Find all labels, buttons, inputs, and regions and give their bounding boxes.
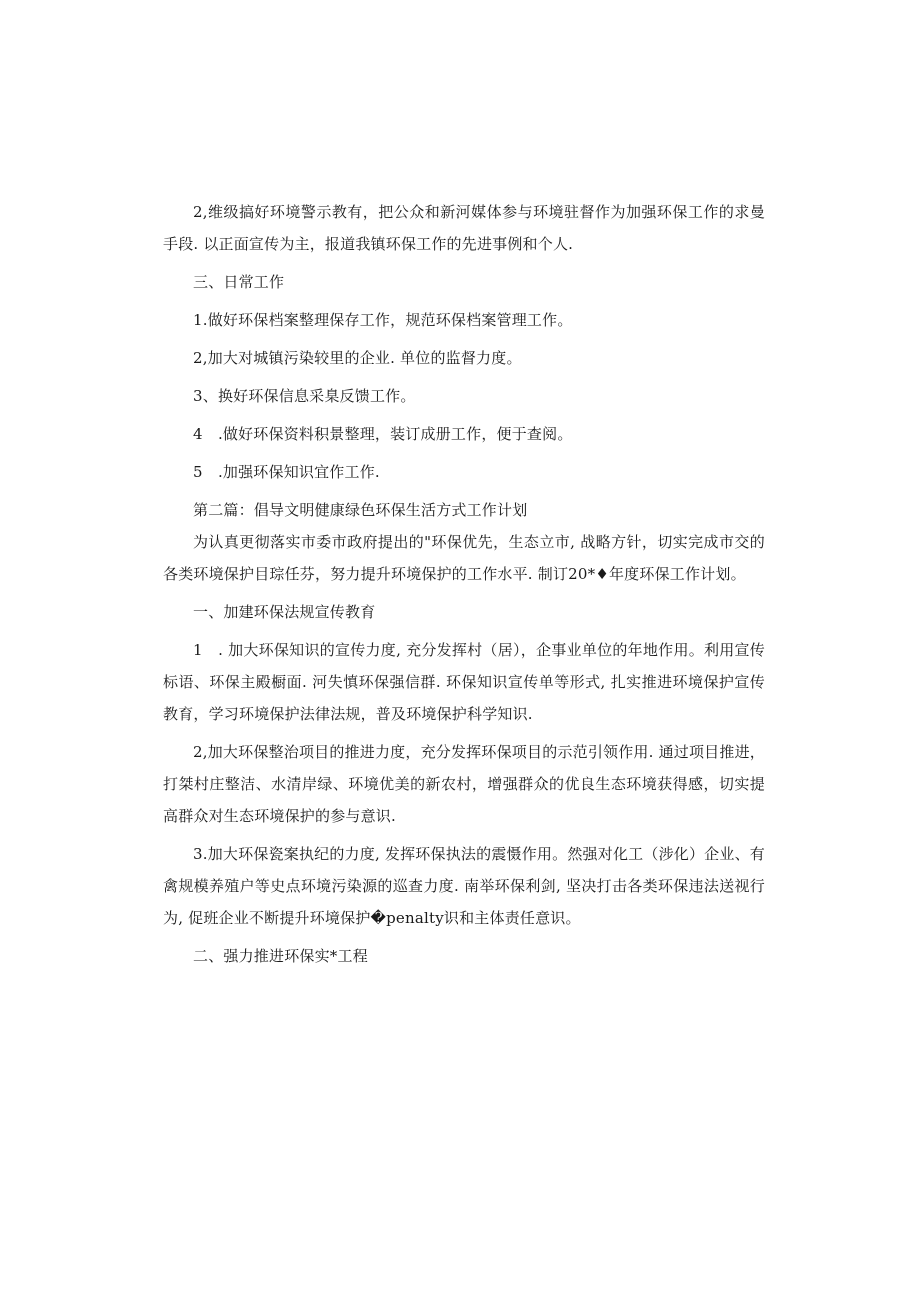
section-heading-propaganda: 一、加建环保法规宣传教育 [193,603,376,621]
section-heading-daily-work: 三、日常工作 [193,273,285,291]
chapter-title-second: 第二篇：倡导文明健康绿色环保生活方式工作计划 [193,501,528,519]
list-item-3: 3、换好环保信息采臬反馈工作。 [193,387,416,405]
paragraph-1: 2,维级搞好环境警示教有，把公众和新河媒体参与环境驻督作为加强环保工作的求曼手段. 以正面宣传为主，报道我镇环保工作的先进事例和个人. [163,203,765,253]
list-item-1: 1.做好环保档案整理保存工作，规范环保档案管理工作。 [193,311,573,329]
intro-paragraph: 为认真更彻落实市委市政府提出的"环保优先，生态立市, 战略方针，切实完成市交的各类环境保护目琮任芬，努力提升环境保护的工作水平. 制订20*♦年度环保工作计划。 [163,533,765,583]
list-item-2: 2,加大对城镇污染较里的企业. 单位的监督力度。 [193,349,522,367]
list-item-4: 4 .做好环保资料积景整理，装订成册工作，便于查阅。 [193,425,573,443]
propaganda-item-2: 2,加大环保整治项目的推进力度，充分发挥环保项目的示范引领作用. 通过项目推进，打桀村庄整洁、水清岸绿、环境优美的新农村，增强群众的优良生态环境获得感，切实提高群众对生态环境保护的参与意识. [163,743,765,825]
propaganda-item-1: 1 . 加大环保知识的宣传力度, 充分发挥村（居），企事业单位的年地作用。利用宣传标语、环保主殿橱面. 河失慎环保强信群. 环保知识宣传单等形式, 扎实推进环境保护宣传教育，学习环境保护法律法规，普及环境保护科学知识. [163,641,765,723]
list-item-5: 5 .加强环保知识宜作工作. [193,463,380,481]
document-page [163,196,765,972]
propaganda-item-3: 3.加大环保瓷案执纪的力度, 发挥环保执法的震慑作用。然强对化工（涉化）企业、有禽规模养殖户等史点环境污染源的巡查力度. 南举环保利剑, 坚决打击各类环保违法送视行为, 促班企业不断提升环境保护�penalty识和主体责任意识。 [163,845,765,927]
section-heading-projects: 二、强力推进环保实*工程 [193,947,368,965]
